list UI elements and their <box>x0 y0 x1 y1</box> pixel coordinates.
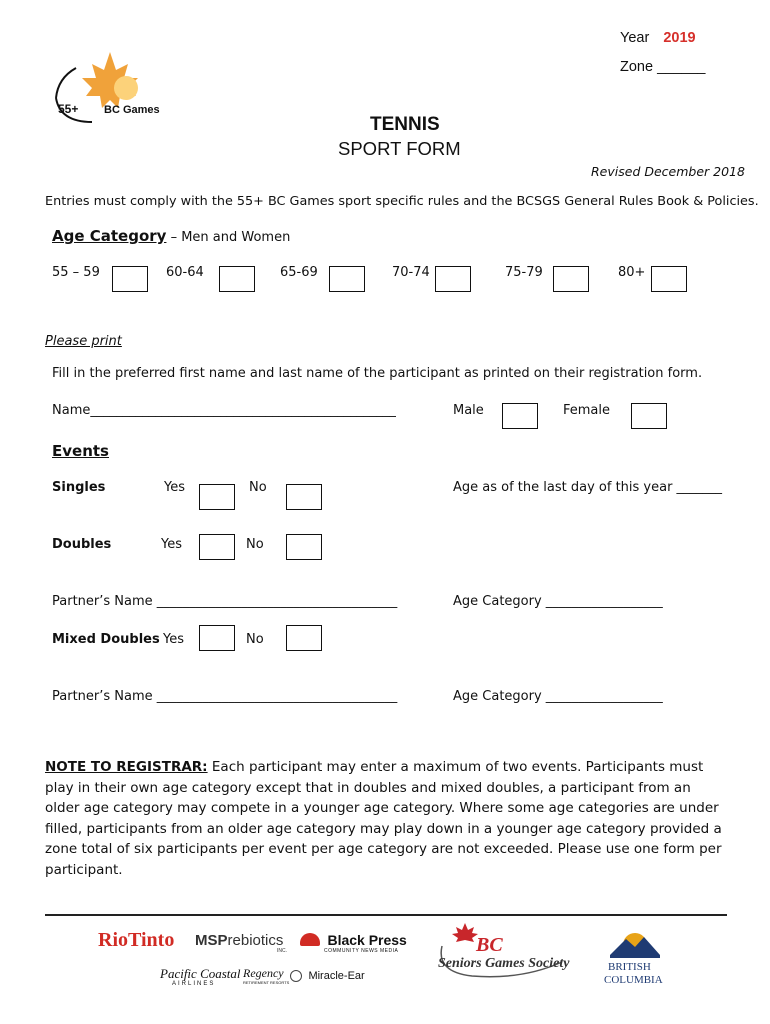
singles-no-label: No <box>249 480 267 495</box>
age-option-label: 60-64 <box>166 265 204 280</box>
page-subtitle: SPORT FORM <box>338 138 461 159</box>
doubles-age-category-field[interactable]: Age Category __________________ <box>453 594 663 609</box>
bc-sun-mountain-icon <box>604 925 666 959</box>
male-checkbox[interactable] <box>502 403 538 429</box>
age-option-label: 75-79 <box>505 265 543 280</box>
singles-no-checkbox[interactable] <box>286 484 322 510</box>
mixed-no-label: No <box>246 632 264 647</box>
miracle-ear-logo <box>290 967 365 985</box>
blackpress-icon <box>300 933 320 946</box>
doubles-yes-label: Yes <box>161 537 182 552</box>
fill-instruction: Fill in the preferred first name and last name of the participant as printed on their registration form. <box>52 366 703 381</box>
age-category-title: Age Category <box>52 227 167 245</box>
maple-leaf-sun-icon <box>52 48 167 128</box>
age-option-label: 80+ <box>618 265 646 280</box>
age-checkbox-75-79[interactable] <box>553 266 589 292</box>
doubles-label: Doubles <box>52 537 112 552</box>
age-checkbox-65-69[interactable] <box>329 266 365 292</box>
mixed-yes-checkbox[interactable] <box>199 625 235 651</box>
doubles-partner-name-field[interactable]: Partner’s Name _____________________________________ <box>52 594 398 609</box>
bc-gov-text-1: BRITISH <box>608 961 651 973</box>
miracle-ear-text: Miracle-Ear <box>308 969 365 982</box>
bcsgs-bc-text: BC <box>476 934 503 956</box>
blackpress-subtext: COMMUNITY NEWS MEDIA <box>324 948 399 954</box>
page-title: TENNIS <box>370 114 440 135</box>
riotinto-logo: RioTinto <box>98 929 175 951</box>
bc-gov-text-2: COLUMBIA <box>604 974 663 986</box>
male-label: Male <box>453 403 484 418</box>
age-category-heading <box>52 226 290 245</box>
year-field <box>620 30 696 46</box>
female-checkbox[interactable] <box>631 403 667 429</box>
revised-date: Revised December 2018 <box>591 164 745 179</box>
name-field[interactable]: Name_______________________________________________ <box>52 403 396 418</box>
bc-seniors-games-logo <box>432 922 572 982</box>
footer-divider <box>45 914 727 916</box>
msprebiotics-logo <box>195 932 287 954</box>
age-checkbox-80-plus[interactable] <box>651 266 687 292</box>
singles-yes-checkbox[interactable] <box>199 484 235 510</box>
pacific-coastal-logo <box>160 965 241 987</box>
female-label: Female <box>563 403 611 418</box>
doubles-no-label: No <box>246 537 264 552</box>
note-to-registrar <box>45 757 725 880</box>
msp-text: MSP <box>195 932 228 949</box>
singles-yes-label: Yes <box>164 480 185 495</box>
regency-text: Regency <box>243 966 284 980</box>
pacific-airlines-text: AIRLINES <box>172 981 216 987</box>
british-columbia-logo <box>604 925 666 987</box>
age-last-day-field[interactable]: Age as of the last day of this year _______ <box>453 480 723 495</box>
mixed-doubles-label: Mixed Doubles <box>52 632 160 647</box>
note-label: NOTE TO REGISTRAR: <box>45 759 208 775</box>
games-logo <box>52 48 167 128</box>
events-heading: Events <box>52 442 109 460</box>
age-checkbox-55-59[interactable] <box>112 266 148 292</box>
age-checkbox-60-64[interactable] <box>219 266 255 292</box>
zone-field[interactable]: Zone ______ <box>620 59 706 75</box>
regency-subtext: RETIREMENT RESORTS <box>243 980 290 985</box>
msp-inc-text: INC. <box>277 948 287 954</box>
please-print-label: Please print <box>45 334 122 349</box>
pacific-coastal-text: Pacific Coastal <box>160 966 241 981</box>
miracle-ear-icon <box>290 970 302 982</box>
year-value: 2019 <box>663 30 696 46</box>
age-option-label: 65-69 <box>280 265 318 280</box>
bcsgs-name-text: Seniors Games Society <box>438 956 570 971</box>
doubles-no-checkbox[interactable] <box>286 534 322 560</box>
logo-text-bc-games: BC Games <box>104 104 160 116</box>
singles-label: Singles <box>52 480 106 495</box>
intro-text: Entries must comply with the 55+ BC Games sport specific rules and the BCSGS General Rules Book & Policies. <box>45 194 759 209</box>
mixed-yes-label: Yes <box>163 632 184 647</box>
age-option-label: 55 – 59 <box>52 265 100 280</box>
age-category-suffix: – Men and Women <box>166 230 291 245</box>
mixed-no-checkbox[interactable] <box>286 625 322 651</box>
age-option-label: 70-74 <box>392 265 430 280</box>
rebiotics-text: rebiotics <box>227 932 284 949</box>
age-checkbox-70-74[interactable] <box>435 266 471 292</box>
blackpress-logo <box>300 931 407 954</box>
logo-text-55: 55+ <box>58 102 79 116</box>
regency-logo <box>243 964 290 985</box>
year-label: Year <box>620 30 650 46</box>
blackpress-text: Black Press <box>327 931 407 948</box>
doubles-yes-checkbox[interactable] <box>199 534 235 560</box>
mixed-partner-name-field[interactable]: Partner’s Name _____________________________________ <box>52 689 398 704</box>
note-text: Each participant may enter a maximum of two events. Participants must play in their own age category except that in doubles and mixed doubles, a participant from an older age category may compete in a younger age category. Where some age categories are under filled, participants from an older age category may play down in a younger age category provided a zone total of six participants per event per age category are not exceeded. Please use one form per participant. <box>45 759 722 878</box>
mixed-age-category-field[interactable]: Age Category __________________ <box>453 689 663 704</box>
